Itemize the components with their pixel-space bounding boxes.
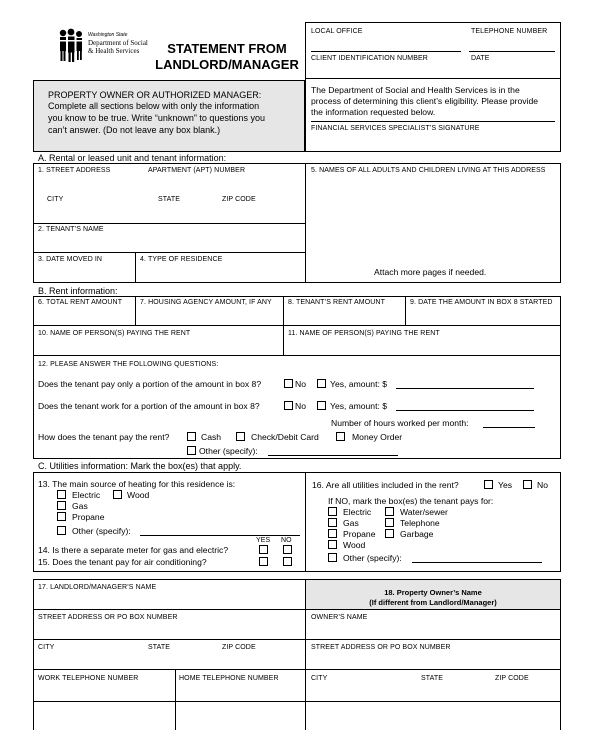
money-order-checkbox[interactable] — [336, 432, 345, 441]
dshs-notice-2: process of determining this client’s eligibility. Please provide — [311, 96, 539, 106]
q16-yes-label: Yes — [498, 480, 513, 490]
q16-text: 16. Are all utilities included in the rent? — [312, 480, 459, 490]
apt-number-label: APARTMENT (APT) NUMBER — [148, 167, 246, 174]
heat-other-label: Other (specify): — [72, 526, 131, 536]
telephone-label: TELEPHONE NUMBER — [471, 28, 548, 35]
other-payment-checkbox[interactable] — [187, 446, 196, 455]
owner-city-label: CITY — [311, 675, 328, 682]
instructions-line4: can’t answer. (Do not leave any box blank.) — [48, 125, 221, 135]
owner-heading-2: (If different from Landlord/Manager) — [369, 598, 497, 607]
home-phone-label: HOME TELEPHONE NUMBER — [179, 675, 279, 682]
util-other-label: Other (specify): — [343, 553, 402, 563]
q14-text: 14. Is there a separate meter for gas and electric? — [38, 545, 229, 555]
cash-checkbox[interactable] — [187, 432, 196, 441]
section-b-heading: B. Rent information: — [38, 286, 118, 296]
street-address-label: 1. STREET ADDRESS — [38, 167, 111, 174]
heat-propane-label: Propane — [72, 512, 105, 522]
dshs-notice-1: The Department of Social and Health Services is in the — [311, 85, 520, 95]
instructions-line1: PROPERTY OWNER OR AUTHORIZED MANAGER: — [48, 90, 262, 100]
util-wood-label: Wood — [343, 540, 366, 550]
attach-more-note: Attach more pages if needed. — [374, 267, 487, 277]
instructions-line3: you know to be true. Write “unknown” to questions you — [48, 113, 265, 123]
agency-state: Washington State — [88, 32, 128, 38]
q-portion-no-checkbox[interactable] — [284, 379, 293, 388]
hours-per-month-label: Number of hours worked per month: — [331, 418, 469, 428]
q16-yes-checkbox[interactable] — [484, 480, 493, 489]
q14-no-checkbox[interactable] — [283, 545, 292, 554]
util-garbage-checkbox[interactable] — [385, 529, 394, 538]
util-water-label: Water/sewer — [400, 507, 448, 517]
check-debit-checkbox[interactable] — [236, 432, 245, 441]
hours-per-month-field[interactable] — [483, 427, 535, 428]
state-label: STATE — [158, 196, 181, 203]
owner-street-label: STREET ADDRESS OR PO BOX NUMBER — [311, 644, 451, 651]
landlord-state-label: STATE — [148, 644, 171, 651]
q-portion-amount-field[interactable] — [396, 388, 534, 389]
util-telephone-label: Telephone — [400, 518, 440, 528]
q15-text: 15. Does the tenant pay for air conditioning? — [38, 557, 207, 567]
q15-no-checkbox[interactable] — [283, 557, 292, 566]
util-other-checkbox[interactable] — [328, 553, 337, 562]
util-propane-label: Propane — [343, 529, 376, 539]
date-label: DATE — [471, 55, 490, 62]
util-water-checkbox[interactable] — [385, 507, 394, 516]
q-work-yes-checkbox[interactable] — [317, 401, 326, 410]
check-debit-label: Check/Debit Card — [251, 432, 319, 442]
util-electric-checkbox[interactable] — [328, 507, 337, 516]
instructions-line2: Complete all sections below with only the information — [48, 101, 260, 111]
q-portion-yes-checkbox[interactable] — [317, 379, 326, 388]
landlord-city-label: CITY — [38, 644, 55, 651]
landlord-name-label: 17. LANDLORD/MANAGER’S NAME — [38, 584, 157, 591]
q16-no-checkbox[interactable] — [523, 480, 532, 489]
zip-label: ZIP CODE — [222, 196, 256, 203]
landlord-street-label: STREET ADDRESS OR PO BOX NUMBER — [38, 614, 178, 621]
agency-dept: Department of Social — [88, 39, 148, 47]
money-order-label: Money Order — [352, 432, 403, 442]
q15-yes-checkbox[interactable] — [259, 557, 268, 566]
if-no-text: If NO, mark the box(es) the tenant pays for: — [328, 496, 494, 506]
no-column-label: NO — [281, 537, 292, 544]
heat-wood-checkbox[interactable] — [113, 490, 122, 499]
heat-electric-checkbox[interactable] — [57, 490, 66, 499]
heat-wood-label: Wood — [127, 490, 150, 500]
q-work-no-checkbox[interactable] — [284, 401, 293, 410]
heat-electric-label: Electric — [72, 490, 101, 500]
q-portion-no-label: No — [295, 379, 306, 389]
total-rent-label: 6. TOTAL RENT AMOUNT — [38, 299, 123, 306]
dshs-logo — [57, 28, 85, 62]
tenant-name-label: 2. TENANT’S NAME — [38, 226, 104, 233]
owner-zip-label: ZIP CODE — [495, 675, 529, 682]
heat-other-checkbox[interactable] — [57, 526, 66, 535]
q-work-yes-label: Yes, amount: $ — [330, 401, 388, 411]
other-payment-label: Other (specify): — [199, 446, 258, 456]
housing-agency-label: 7. HOUSING AGENCY AMOUNT, IF ANY — [140, 299, 272, 306]
date-started-label: 9. DATE THE AMOUNT IN BOX 8 STARTED — [410, 299, 553, 306]
cash-label: Cash — [201, 432, 222, 442]
client-id-label: CLIENT IDENTIFICATION NUMBER — [311, 55, 428, 62]
section-a-heading: A. Rental or leased unit and tenant information: — [38, 153, 227, 163]
q-work: Does the tenant work for a portion of the amount in box 8? — [38, 401, 260, 411]
q-work-amount-field[interactable] — [396, 410, 534, 411]
city-label: CITY — [47, 196, 64, 203]
yes-column-label: YES — [256, 537, 271, 544]
owner-state-label: STATE — [421, 675, 444, 682]
work-phone-label: WORK TELEPHONE NUMBER — [38, 675, 139, 682]
q-how-pay: How does the tenant pay the rent? — [38, 432, 170, 442]
q-work-no-label: No — [295, 401, 306, 411]
q12-heading: 12. PLEASE ANSWER THE FOLLOWING QUESTIONS: — [38, 361, 219, 368]
util-telephone-checkbox[interactable] — [385, 518, 394, 527]
heat-propane-checkbox[interactable] — [57, 512, 66, 521]
page-subtitle: LANDLORD/MANAGER — [155, 57, 299, 72]
util-other-field[interactable] — [412, 562, 542, 563]
util-gas-label: Gas — [343, 518, 359, 528]
heat-other-field[interactable] — [140, 535, 300, 536]
other-payment-field[interactable] — [268, 455, 398, 456]
local-office-label: LOCAL OFFICE — [311, 28, 363, 35]
persons-paying-label-1: 10. NAME OF PERSON(S) PAYING THE RENT — [38, 330, 191, 337]
agency-dept2: & Health Services — [88, 47, 140, 55]
specialist-signature-label: FINANCIAL SERVICES SPECIALIST’S SIGNATURE — [311, 125, 480, 132]
util-electric-label: Electric — [343, 507, 372, 517]
q14-yes-checkbox[interactable] — [259, 545, 268, 554]
q-portion: Does the tenant pay only a portion of the amount in box 8? — [38, 379, 262, 389]
heat-gas-label: Gas — [72, 501, 88, 511]
q13-text: 13. The main source of heating for this residence is: — [38, 479, 236, 489]
family-logo-icon — [57, 28, 85, 62]
owner-name-label: OWNER’S NAME — [311, 614, 368, 621]
type-residence-label: 4. TYPE OF RESIDENCE — [140, 256, 223, 263]
page-title: STATEMENT FROM — [167, 41, 287, 56]
section-c-heading: C. Utilities information: Mark the box(es) that apply. — [38, 461, 242, 471]
dshs-notice-3: the information requested below. — [311, 107, 436, 117]
heat-gas-checkbox[interactable] — [57, 501, 66, 510]
util-garbage-label: Garbage — [400, 529, 434, 539]
tenant-rent-label: 8. TENANT’S RENT AMOUNT — [288, 299, 385, 306]
util-gas-checkbox[interactable] — [328, 518, 337, 527]
adults-children-label: 5. NAMES OF ALL ADULTS AND CHILDREN LIVING AT THIS ADDRESS — [311, 167, 546, 174]
landlord-zip-label: ZIP CODE — [222, 644, 256, 651]
persons-paying-label-2: 11. NAME OF PERSON(S) PAYING THE RENT — [288, 330, 440, 337]
util-propane-checkbox[interactable] — [328, 529, 337, 538]
owner-heading-1: 18. Property Owner’s Name — [384, 588, 482, 597]
date-moved-in-label: 3. DATE MOVED IN — [38, 256, 103, 263]
q16-no-label: No — [537, 480, 548, 490]
q-portion-yes-label: Yes, amount: $ — [330, 379, 388, 389]
util-wood-checkbox[interactable] — [328, 540, 337, 549]
